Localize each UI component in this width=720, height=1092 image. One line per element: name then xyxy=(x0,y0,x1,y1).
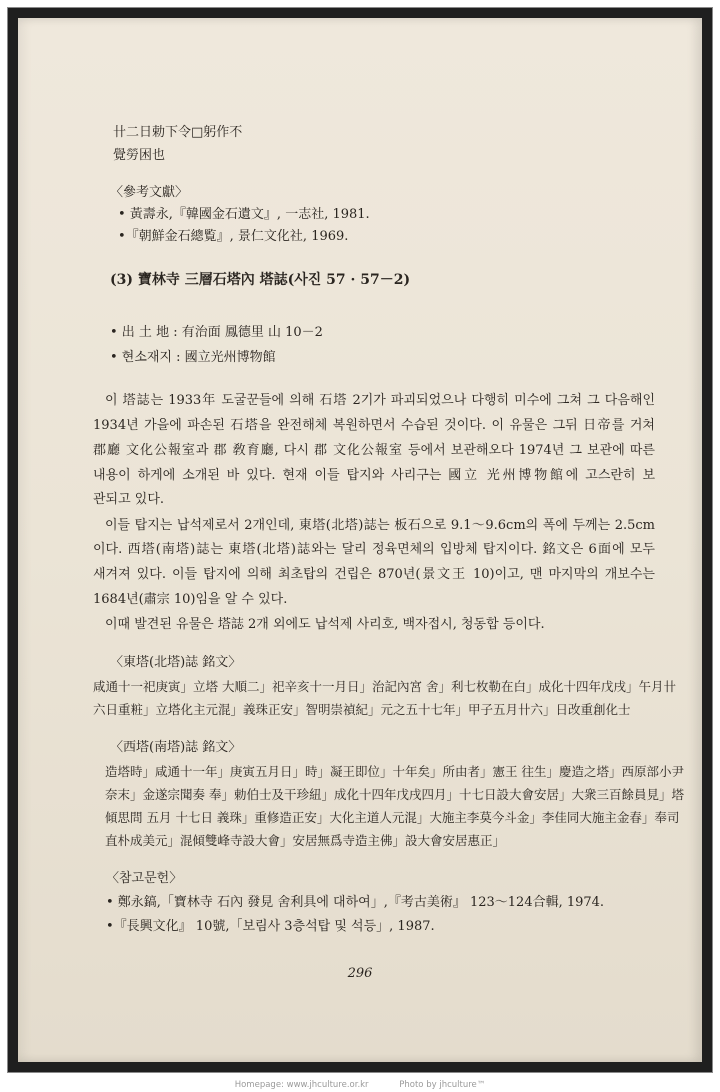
west-pagoda-inscription-heading: 〈西塔(南塔)誌 銘文〉 xyxy=(110,740,242,755)
document-page xyxy=(18,18,702,1062)
inscription-text-line: 咸通十一祀庚寅」立塔 大順二」祀辛亥十一月日」治記內宮 舍」利七枚勒在白」成化十四年戊戌」午月卄 xyxy=(93,679,676,694)
photo-credit-footer xyxy=(0,1078,720,1092)
body-line: 새겨져 있다. 이들 탑지에 의해 최초탑의 건립은 870년(景文王 10)이고, 맨 마지막의 개보수는 xyxy=(93,567,655,582)
references-heading: 〈參考文獻〉 xyxy=(110,185,189,200)
body-line: 1684년(肅宗 10)임을 알 수 있다. xyxy=(93,592,288,607)
page-number: 296 xyxy=(347,966,373,981)
body-line: 관되고 있다. xyxy=(93,492,165,507)
inscription-text-line: 造塔時」咸通十一年」庚寅五月日」時」凝王即位」十年矣」所由者」憲王 往生」慶造之塔」西原部小尹 xyxy=(105,764,684,779)
east-pagoda-inscription-heading: 〈東塔(北塔)誌 銘文〉 xyxy=(110,655,242,670)
homepage-credit: Homepage: www.jhculture.or.kr xyxy=(234,1080,369,1090)
body-line: 1934년 가을에 파손된 石塔을 완전해체 복원하면서 수습된 것이다. 이 유물은 그뒤 日帝를 거쳐 xyxy=(93,418,655,433)
section-heading: (3) 寶林寺 三層石塔內 塔誌(사진 57 · 57－2) xyxy=(110,272,411,288)
photo-credit: Photo by jhculture™ xyxy=(399,1080,486,1090)
info-excavation-site: • 出 土 地 : 有治面 鳳德里 山 10－2 xyxy=(110,325,323,340)
inscription-text-line: 奈末」金遂宗聞奏 奉」勅伯士及干珍紐」成化十四年戊戌四月」十七日設大會安居」大衆三百餘員見」塔 xyxy=(105,787,684,802)
inscription-text-line: 直朴成美元」混傾雙峰寺設大會」安居無爲寺造主佛」設大會安居惠正」 xyxy=(105,833,506,848)
inscription-text-line: 傾思問 五月 十七日 義珠」重修造正安」大化主道人元混」大施主李莫今斗金」李佳同大施主金春」奉司 xyxy=(105,810,680,825)
bibliography-heading: 〈참고문헌〉 xyxy=(106,871,183,886)
inscription-line-2: 覺勞困也 xyxy=(113,148,166,163)
body-line: 내용이 하게에 소개된 바 있다. 현재 이들 탑지와 사리구는 國立 光州博物館에 고스란히 보 xyxy=(93,468,655,483)
inscription-text-line: 六日重粧」立塔化主元混」義珠正安」智明崇禎紀」元之五十七年」甲子五月卄六」日改重創化士 xyxy=(93,702,631,717)
body-line: 이때 발견된 유물은 塔誌 2개 외에도 납석제 사리호, 백자접시, 청동합 등이다. xyxy=(105,617,545,632)
photo-frame xyxy=(7,7,713,1073)
inscription-line-1: 卄二日勅下令□躬作不 xyxy=(113,125,243,140)
body-line: 이 塔誌는 1933年 도굴꾼들에 의해 石塔 2기가 파괴되었으나 다행히 미수에 그쳐 그 다음해인 xyxy=(105,393,655,408)
body-line: 이들 탑지는 납석제로서 2개인데, 東塔(北塔)誌는 板石으로 9.1～9.6cm의 폭에 두께는 2.5cm xyxy=(105,518,655,533)
reference-item: • 黃壽永,『韓國金石遺文』, 一志社, 1981. xyxy=(118,207,370,222)
bibliography-item: •『長興文化』 10號,「보림사 3층석탑 및 석등」, 1987. xyxy=(106,919,435,934)
bibliography-item: • 鄭永鎬,「寶林寺 石內 發見 舍利具에 대하여」,『考古美術』 123～124合輯, 1974. xyxy=(106,895,605,910)
info-current-location: • 현소재지 : 國立光州博物館 xyxy=(110,350,276,365)
reference-item: •『朝鮮金石總覧』, 景仁文化社, 1969. xyxy=(118,229,349,244)
body-line: 郡廳 文化公報室과 郡 敎育廳, 다시 郡 文化公報室 등에서 보관해오다 1974년 그 보관에 따른 xyxy=(93,443,655,458)
body-line: 이다. 西塔(南塔)誌는 東塔(北塔)誌와는 달리 정육면체의 입방체 탑지이다. 銘文은 6面에 모두 xyxy=(93,542,655,557)
